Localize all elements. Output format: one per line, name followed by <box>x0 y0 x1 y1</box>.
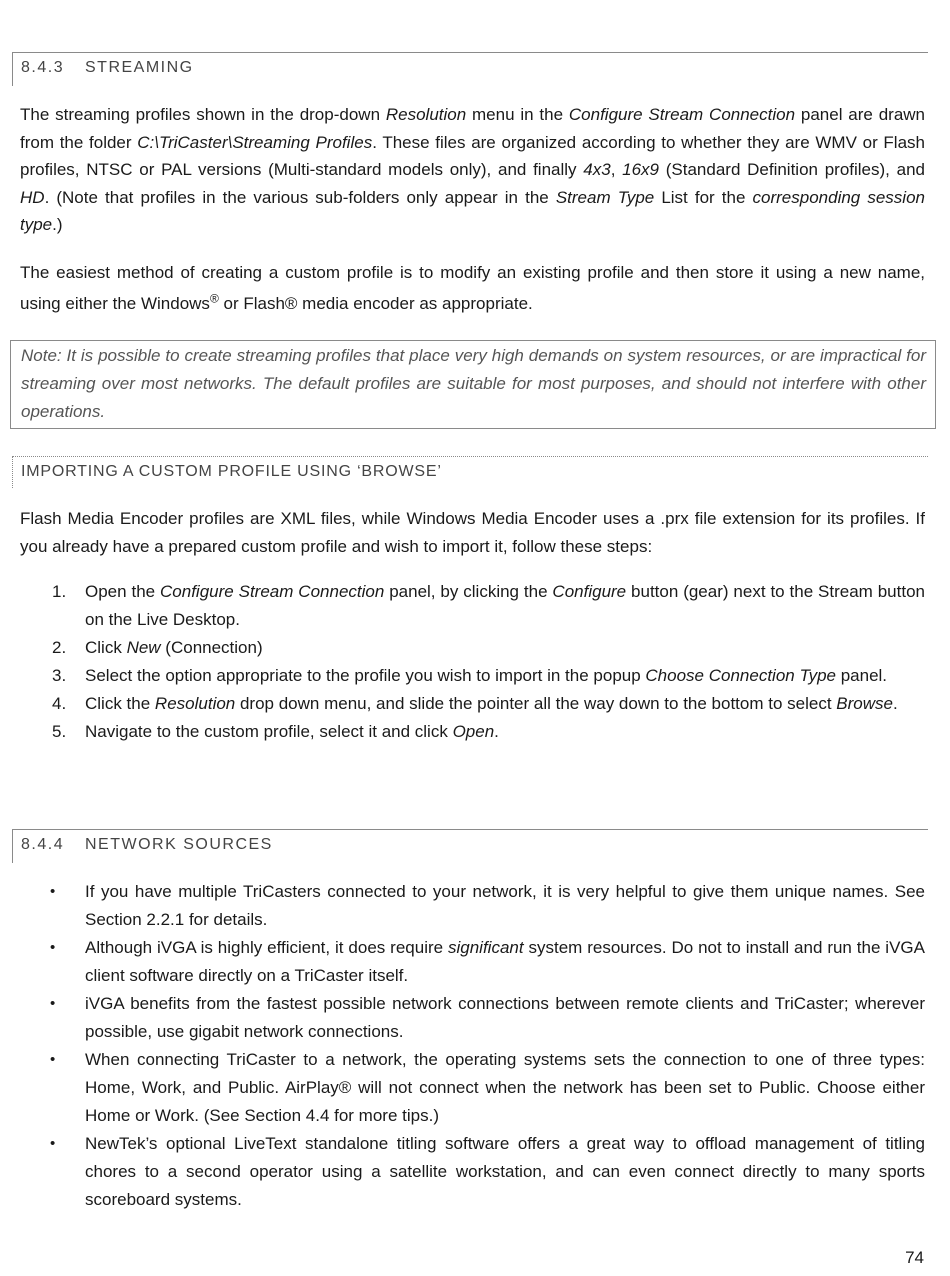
emphasis: Configure Stream Connection <box>568 105 796 124</box>
section-title: STREAMING <box>85 59 194 76</box>
emphasis: Browse <box>836 694 893 713</box>
bullet-icon: • <box>50 939 56 956</box>
note-box: Note: It is possible to create streaming profiles that place very high demands on system resources, or are impractical for streaming over most networks. The default profiles are suitable for most purposes, and should not interfere with other operations. <box>10 340 936 429</box>
emphasis: Configure <box>552 582 627 601</box>
section-title: NETWORK SOURCES <box>85 836 273 853</box>
text: Although iVGA is highly efficient, it does require <box>85 938 448 957</box>
step-number: 1. <box>52 582 67 601</box>
text: panel, by clicking the <box>384 582 553 601</box>
text: or Flash® media encoder as appropriate. <box>218 294 533 313</box>
text: Click the <box>85 694 155 713</box>
section-number: 8.4.3 <box>21 59 65 76</box>
emphasis: Stream Type <box>555 187 655 207</box>
text: NewTek’s optional LiveText standalone titling software offers a great way to offload management of titling chores to a second operator using a satellite workstation, and can even connect directly to many sports scoreboard systems. <box>85 1134 925 1209</box>
step-number: 4. <box>52 694 67 713</box>
text: system resources. Do not to install and run the iVGA client software directly on a TriCaster itself. <box>85 938 925 985</box>
registered-mark: ® <box>209 291 219 306</box>
paragraph-import-intro: Flash Media Encoder profiles are XML files, while Windows Media Encoder uses a .prx file extension for its profiles. If you already have a prepared custom profile and wish to import it, follow these steps: <box>20 509 925 556</box>
step-number: 3. <box>52 666 67 685</box>
emphasis: Configure Stream Connection <box>160 582 385 601</box>
text: The easiest method of creating a custom profile is to modify an existing profile and then store it using a new name, using either the Windows <box>20 263 925 313</box>
text: .) <box>52 215 63 234</box>
section-number: 8.4.4 <box>21 836 65 853</box>
text: Navigate to the custom profile, select it and click <box>85 722 453 741</box>
page-number: 74 <box>905 1248 924 1267</box>
step-number: 2. <box>52 638 67 657</box>
text: If you have multiple TriCasters connected to your network, it is very helpful to give them unique names. See Section 2.2.1 for details. <box>85 882 925 929</box>
list-item <box>0 1046 925 1130</box>
bullets-list <box>0 878 925 1214</box>
section-heading-network-sources <box>12 829 928 863</box>
text: panel are drawn from the folder <box>20 105 926 152</box>
list-item <box>0 1130 925 1214</box>
text: iVGA benefits from the fastest possible network connections between remote clients and TriCaster; wherever possible, use gigabit network connections. <box>85 994 925 1041</box>
paragraph-custom-profile <box>20 257 925 319</box>
text: . <box>892 694 898 713</box>
text: Select the option appropriate to the profile you wish to import in the popup <box>85 666 646 685</box>
list-item <box>0 662 925 690</box>
list-item <box>0 718 925 746</box>
emphasis: significant <box>447 938 524 957</box>
text: . <box>494 722 499 741</box>
bullet-icon: • <box>50 1135 56 1152</box>
emphasis: New <box>126 638 161 657</box>
text: Click <box>85 638 127 657</box>
emphasis: 16x9 <box>622 160 660 179</box>
text: . These files are organized according to whether they are WMV or Flash profiles, NTSC or PAL versions (Multi-standard models only), and finally <box>20 132 925 179</box>
emphasis: 4x3 <box>583 160 611 179</box>
subsection-heading-browse: IMPORTING A CUSTOM PROFILE USING ‘BROWSE’ <box>12 456 928 488</box>
folder-path: C:\TriCaster\Streaming Profiles <box>137 132 373 152</box>
emphasis: Resolution <box>385 105 467 124</box>
emphasis: Choose Connection Type <box>645 666 836 685</box>
list-item <box>0 990 925 1046</box>
text: drop down menu, and slide the pointer all the way down to the bottom to select <box>235 694 837 713</box>
bullet-icon: • <box>50 883 56 900</box>
text: (Standard Definition profiles), and <box>659 160 925 179</box>
section-heading-streaming <box>12 52 928 86</box>
steps-list <box>0 578 925 746</box>
text: List for the <box>654 187 753 207</box>
list-item <box>0 634 925 662</box>
text: When connecting TriCaster to a network, the operating systems sets the connection to one of three types: Home, Work, and Public. AirPlay® will not connect when the network has been set to Public. Choose either Home or Work. (See Section 4.4 for more tips.) <box>85 1050 925 1125</box>
bullet-icon: • <box>50 995 56 1012</box>
text: The streaming profiles shown in the drop-down <box>20 105 386 124</box>
step-number: 5. <box>52 722 67 741</box>
emphasis: corresponding session type <box>20 187 925 234</box>
text: button (gear) next to the Stream button on the Live Desktop. <box>85 582 925 629</box>
emphasis: Open <box>452 722 495 741</box>
list-item <box>0 934 925 990</box>
text: . (Note that profiles in the various sub-folders only appear in the <box>44 187 556 207</box>
emphasis: HD <box>20 187 45 207</box>
text: Open the <box>85 582 161 601</box>
emphasis: Resolution <box>154 694 236 713</box>
text: (Connection) <box>160 638 263 657</box>
paragraph-streaming-profiles <box>20 101 925 239</box>
text: panel. <box>835 666 888 685</box>
list-item <box>0 878 925 934</box>
bullet-icon: • <box>50 1051 56 1068</box>
list-item <box>0 690 925 718</box>
text: , <box>610 160 623 179</box>
list-item <box>0 578 925 634</box>
text: menu in the <box>466 105 569 124</box>
